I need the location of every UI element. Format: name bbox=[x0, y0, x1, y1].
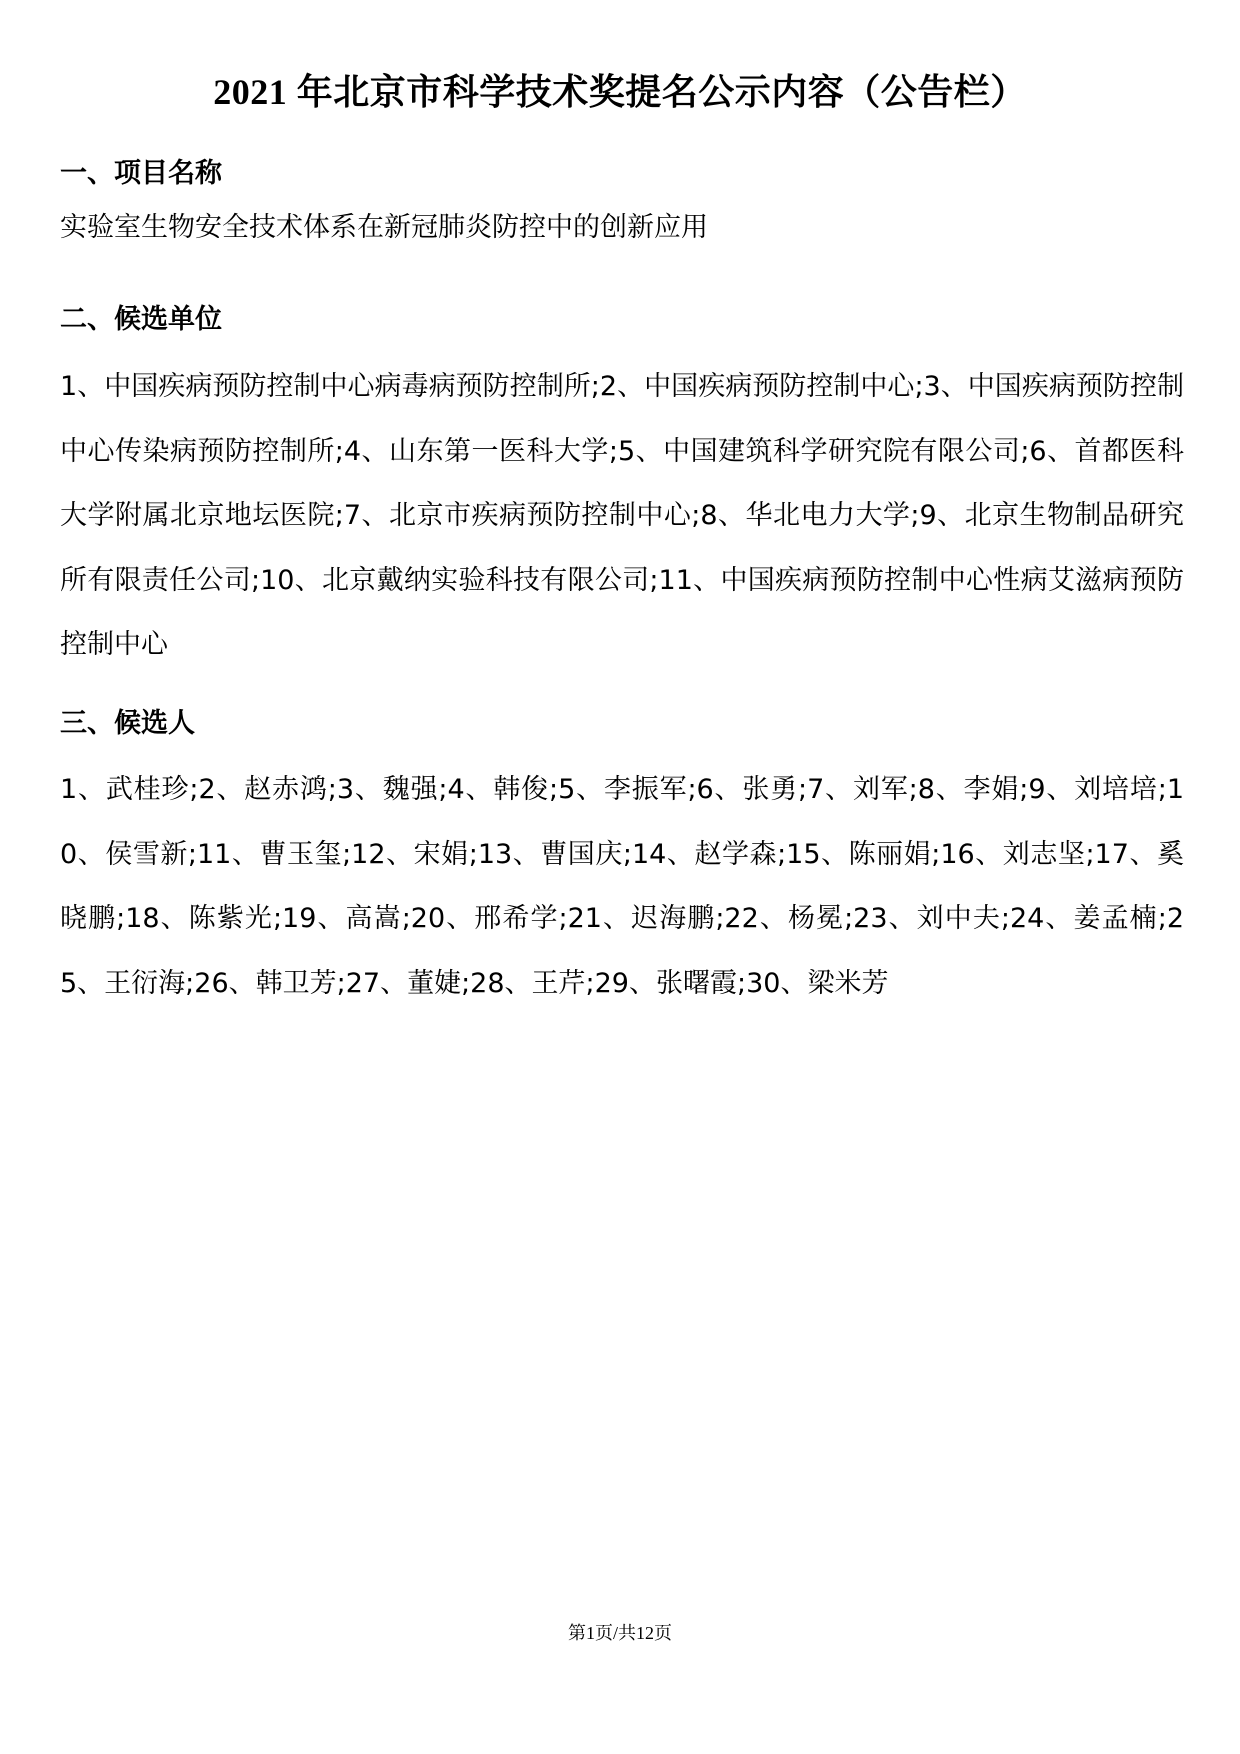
page-number-footer: 第1页/共12页 bbox=[567, 1623, 672, 1643]
section-body-candidate-units: 1、中国疾病预防控制中心病毒病预防控制所;2、中国疾病预防控制中心;3、中国疾病预防控制中心传染病预防控制所;4、山东第一医科大学;5、中国建筑科学研究院有限公司;6、首都医科大学附属北京地坛医院;7、北京市疾病预防控制中心;8、华北电力大学;9、北京生物制品研究所有限责任公司;10、北京戴纳实验科技有限公司;11、中国疾病预防控制中心性病艾滋病预防控制中心 bbox=[60, 371, 1184, 660]
section-heading-candidate-units: 二、候选单位 bbox=[60, 304, 222, 335]
section-body-candidates: 1、武桂珍;2、赵赤鸿;3、魏强;4、韩俊;5、李振军;6、张勇;7、刘军;8、李娟;9、刘培培;10、侯雪新;11、曹玉玺;12、宋娟;13、曹国庆;14、赵学森;15、陈丽娟;16、刘志坚;17、奚晓鹏;18、陈紫光;19、高嵩;20、邢希学;21、迟海鹏;22、杨冕;23、刘中夫;24、姜孟楠;25、王衍海;26、韩卫芳;27、董婕;28、王芹;29、张曙霞;30、梁米芳 bbox=[60, 774, 1184, 999]
document-title: 2021 年北京市科学技术奖提名公示内容（公告栏） bbox=[213, 72, 1027, 112]
section-body-project-name: 实验室生物安全技术体系在新冠肺炎防控中的创新应用 bbox=[60, 212, 708, 243]
section-heading-project-name: 一、项目名称 bbox=[60, 158, 222, 189]
section-heading-candidates: 三、候选人 bbox=[60, 708, 195, 739]
